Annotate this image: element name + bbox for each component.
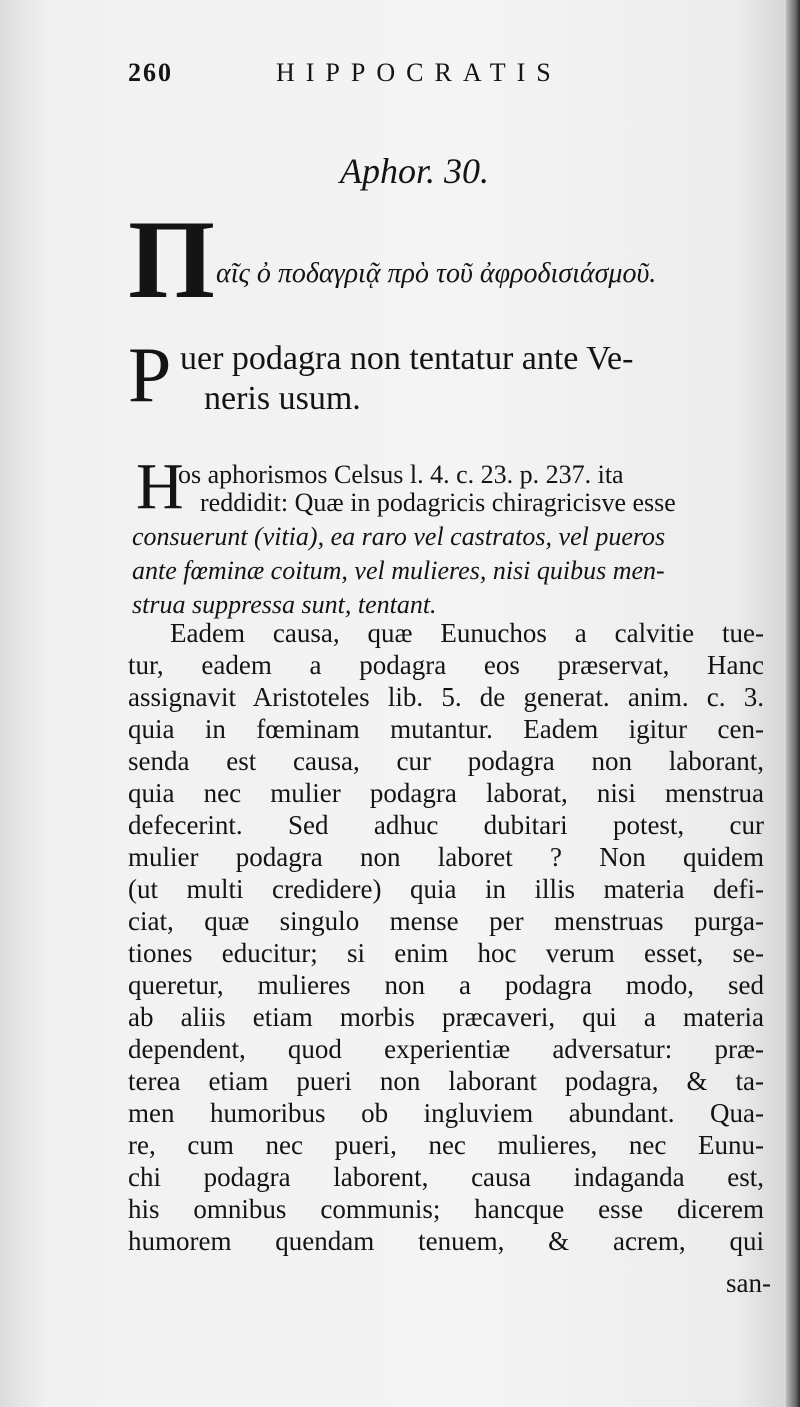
body-line: tiones educitur; si enim hoc verum esset, se- (128, 938, 764, 968)
running-title: HIPPOCRATIS (276, 58, 562, 87)
latin-aphorism (128, 331, 768, 418)
commentary-line: reddidit: Quæ in podagricis chiragricisve esse (200, 488, 676, 517)
body-line: tur, eadem a podagra eos præservat, Hanc (128, 650, 764, 680)
body-line: chi podagra laborent, causa indaganda est, (128, 1162, 764, 1192)
body-line: mulier podagra non laboret ? Non quidem (128, 842, 764, 872)
body-line: assignavit Aristoteles lib. 5. de generat. anim. c. 3. (128, 682, 764, 712)
body-line: quia nec mulier podagra laborat, nisi menstrua (128, 778, 764, 808)
page-edge-shadow (786, 0, 800, 1407)
body-line: re, cum nec pueri, nec mulieres, nec Eunu- (128, 1130, 764, 1160)
body-line: ab aliis etiam morbis præcaveri, qui a materia (128, 1002, 764, 1032)
greek-text: αῖς ὀ ποδαγριᾷ πρὸ τοῦ ἀφροδισιάσμοῦ. (216, 258, 657, 289)
body-line: humorem quendam tenuem, & acrem, qui (128, 1226, 764, 1256)
body-line: ciat, quæ singulo mense per menstruas purga- (128, 906, 764, 936)
greek-aphorism (128, 198, 768, 322)
latin-drop-initial: P (128, 331, 172, 418)
commentary-line: ante fœminæ coitum, vel mulieres, nisi quibus men- (132, 556, 665, 585)
body-line: senda est causa, cur podagra non laborant, (128, 746, 764, 776)
latin-aphorism-line: uer podagra non tentatur ante Ve- (180, 340, 634, 377)
aphorism-heading: Aphor. 30. (340, 151, 490, 191)
body-line: defecerint. Sed adhuc dubitari potest, cur (128, 810, 764, 840)
commentary-drop-initial: H (136, 450, 184, 523)
body-line: quia in fœminam mutantur. Eadem igitur cen- (128, 714, 764, 744)
commentary-line: consuerunt (vitia), ea raro vel castratos, vel pueros (132, 522, 666, 551)
body-line: his omnibus communis; hancque esse dicerem (128, 1194, 764, 1224)
page-number: 260 (128, 58, 173, 87)
body-line: men humoribus ob ingluviem abundant. Qua- (128, 1098, 764, 1128)
commentary-line: strua suppressa sunt, tentant. (132, 590, 437, 619)
body-line: terea etiam pueri non laborant podagra, & ta- (128, 1066, 764, 1096)
latin-aphorism-line: neris usum. (204, 380, 361, 417)
body-line: (ut multi credidere) quia in illis materia defi- (128, 874, 764, 904)
body-line: queretur, mulieres non a podagra modo, sed (128, 970, 764, 1000)
body-line: dependent, quod experientiæ adversatur: præ- (128, 1034, 764, 1064)
catchword: san- (726, 1268, 771, 1298)
commentary-line: os aphorismos Celsus l. 4. c. 23. p. 237. ita (178, 460, 624, 489)
body-line: Eadem causa, quæ Eunuchos a calvitie tue- (170, 618, 764, 648)
greek-drop-initial: Π (128, 198, 216, 322)
